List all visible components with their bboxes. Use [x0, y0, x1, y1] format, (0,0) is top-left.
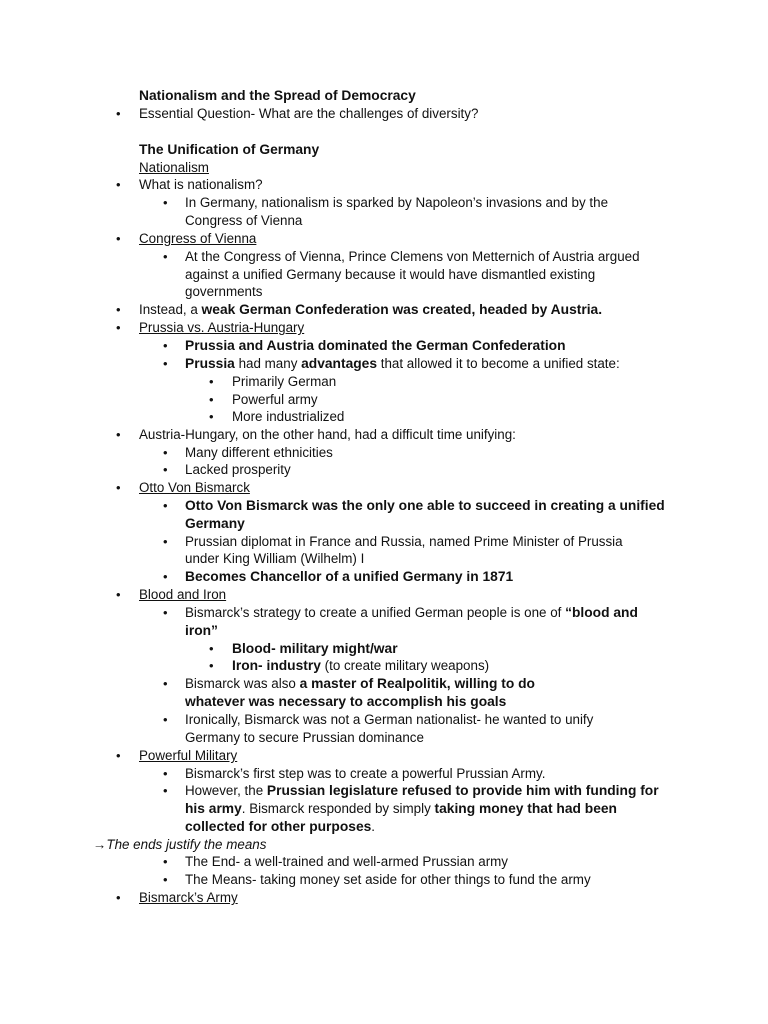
- list-item: Bismarck’s first step was to create a powerful Prussian Army.: [185, 766, 546, 781]
- list-item-cont: against a unified Germany because it would have dismantled existing: [185, 267, 596, 282]
- list-item: Prussian diplomat in France and Russia, named Prime Minister of Prussia: [185, 534, 623, 549]
- list-item-cont: Germany: [185, 516, 245, 531]
- list-item: Instead, a weak German Confederation was created, headed by Austria.: [139, 302, 603, 317]
- bullet: •: [116, 177, 121, 192]
- bullet: •: [116, 231, 121, 246]
- list-item: The End- a well-trained and well-armed Prussian army: [185, 854, 508, 869]
- bullet: •: [209, 374, 214, 389]
- bullet: •: [163, 498, 168, 513]
- list-item: What is nationalism?: [139, 177, 263, 192]
- list-item: Ironically, Bismarck was not a German nationalist- he wanted to unify: [185, 712, 594, 727]
- bullet: •: [163, 462, 168, 477]
- bullet: •: [116, 320, 121, 335]
- essential-question: Essential Question- What are the challenges of diversity?: [139, 106, 479, 121]
- list-item: Lacked prosperity: [185, 462, 291, 477]
- bullet: •: [163, 712, 168, 727]
- bullet: •: [163, 195, 168, 210]
- list-item: In Germany, nationalism is sparked by Napoleon’s invasions and by the: [185, 195, 609, 210]
- subhead-prussia-vs-austria: Prussia vs. Austria-Hungary: [139, 320, 305, 335]
- bullet: •: [116, 106, 121, 121]
- list-item-cont: whatever was necessary to accomplish his goals: [185, 694, 507, 709]
- bullet: •: [116, 890, 121, 905]
- bullet: •: [116, 748, 121, 763]
- subhead-bismarcks-army: Bismarck’s Army: [139, 890, 238, 905]
- bullet: •: [163, 445, 168, 460]
- list-item: Blood- military might/war: [232, 641, 398, 656]
- bullet: •: [163, 569, 168, 584]
- list-item: Many different ethnicities: [185, 445, 333, 460]
- list-item: Becomes Chancellor of a unified Germany in 1871: [185, 569, 514, 584]
- section-title: The Unification of Germany: [139, 142, 320, 157]
- ends-justify-line: →The ends justify the means: [93, 837, 267, 852]
- list-item-cont: governments: [185, 284, 263, 299]
- bullet: •: [116, 587, 121, 602]
- list-item: More industrialized: [232, 409, 345, 424]
- subhead-blood-and-iron: Blood and Iron: [139, 587, 227, 602]
- list-item: Prussia had many advantages that allowed it to become a unified state:: [185, 356, 620, 371]
- bullet: •: [163, 854, 168, 869]
- bullet: •: [209, 392, 214, 407]
- bullet: •: [163, 534, 168, 549]
- subhead-congress-of-vienna: Congress of Vienna: [139, 231, 257, 246]
- bullet: •: [163, 356, 168, 371]
- bullet: •: [209, 641, 214, 656]
- list-item-cont: under King William (Wilhelm) I: [185, 551, 365, 566]
- list-item: Bismarck was also a master of Realpolitik, willing to do: [185, 676, 535, 691]
- list-item: However, the Prussian legislature refused to provide him with funding for: [185, 783, 659, 798]
- bullet: •: [116, 480, 121, 495]
- bullet: •: [209, 658, 214, 673]
- bullet: •: [163, 338, 168, 353]
- list-item: Austria-Hungary, on the other hand, had a difficult time unifying:: [139, 427, 516, 442]
- bullet: •: [116, 302, 121, 317]
- list-item: Otto Von Bismarck was the only one able to succeed in creating a unified: [185, 498, 665, 513]
- bullet: •: [163, 249, 168, 264]
- list-item: Iron- industry (to create military weapons): [232, 658, 490, 673]
- bullet: •: [163, 783, 168, 798]
- list-item: Primarily German: [232, 374, 337, 389]
- bullet: •: [163, 872, 168, 887]
- list-item-cont: Germany to secure Prussian dominance: [185, 730, 424, 745]
- list-item: Powerful army: [232, 392, 318, 407]
- bullet: •: [209, 409, 214, 424]
- list-item-cont: collected for other purposes.: [185, 819, 376, 834]
- list-item-cont: Congress of Vienna: [185, 213, 303, 228]
- bullet: •: [116, 427, 121, 442]
- list-item: Bismarck’s strategy to create a unified German people is one of “blood and: [185, 605, 638, 620]
- list-item-cont: his army. Bismarck responded by simply taking money that had been: [185, 801, 617, 816]
- bullet: •: [163, 605, 168, 620]
- subhead-powerful-military: Powerful Military: [139, 748, 238, 763]
- list-item: The Means- taking money set aside for other things to fund the army: [185, 872, 591, 887]
- page-title: Nationalism and the Spread of Democracy: [139, 88, 416, 103]
- bullet: •: [163, 676, 168, 691]
- list-item: At the Congress of Vienna, Prince Clemens von Metternich of Austria argued: [185, 249, 640, 264]
- bullet: •: [163, 766, 168, 781]
- list-item-cont: iron”: [185, 623, 218, 638]
- list-item: Prussia and Austria dominated the German Confederation: [185, 338, 566, 353]
- arrow-right-icon: →: [93, 837, 107, 852]
- subhead-nationalism: Nationalism: [139, 160, 209, 175]
- subhead-otto-von-bismarck: Otto Von Bismarck: [139, 480, 250, 495]
